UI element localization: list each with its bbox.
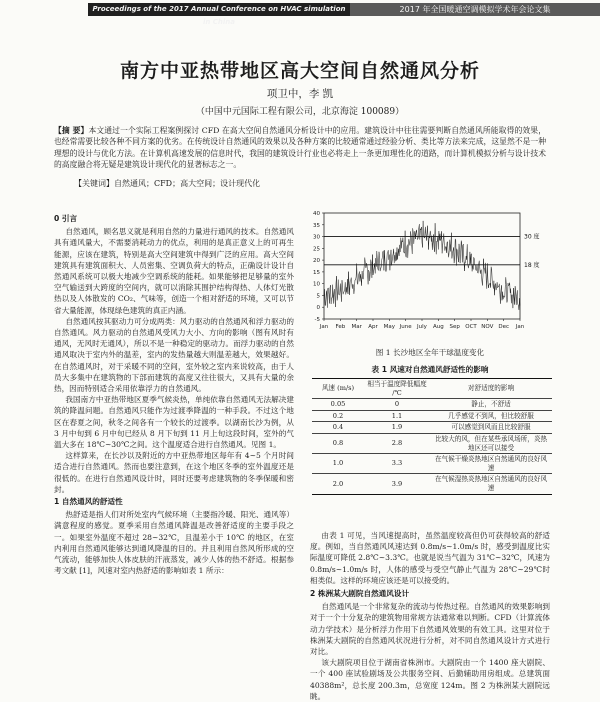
x-tick-label: Apr — [368, 324, 378, 330]
table-cell: 0 — [364, 399, 430, 411]
paragraph: 自然通风是一个非常复杂的流动与传热过程。自然通风的效果影响到对于一个十分复杂的建筑物用常规方法通常难以判断。CFD（计算流体动力学技术）是分析浮力作用下自然通风效果的有效工具。这里对位于株洲某大剧院的自然通风状况进行分析，对不同自然通风设计方式进行对比。 — [310, 601, 550, 657]
left-column — [54, 212, 294, 577]
table-header: 相当于温度降低幅度 /℃ — [364, 379, 430, 399]
figure-1-caption: 图 1 长沙地区全年干球温度变化 — [310, 347, 550, 358]
y-axis — [313, 211, 520, 323]
paragraph: 我国南方中亚热带地区夏季气候炎热，单纯依靠自然通风无法解决建筑的降温问题。自然通风只能作为过渡季降温的一种手段。不过这个地区在春夏之间，秋冬之间各有一个较长的过渡季。以湖南长沙为例，从 3 月中旬到 6 月中旬已经从 8 月下旬到 11 月上旬这段时间，室外的气温大多在 18℃~30℃之间。这个温度适合进行自然通风。见图 1。 — [54, 394, 294, 450]
reference-line-label: 30 度 — [524, 233, 540, 241]
section-heading-intro: 0 引言 — [54, 213, 294, 224]
table-cell: 0.05 — [312, 399, 364, 411]
x-tick-label: Sep — [449, 324, 460, 330]
abstract-text: 本文通过一个实际工程案例探讨 CFD 在高大空间自然通风分析设计中的应用。建筑设计中往往需要判断自然通风所能取得的效果，也经常需要比较各种不同方案的优劣。在传统设计自然通风的效果以及各种方案的比较通常通过经验分析、类比等方法来完成，这显然不是一种理想的设计与优化方法。在计算机高速发展的信息时代，我国的建筑设计行业也必将走上一条更加理性化的道路，而计算机模拟分析与设计技术的高度融合将无疑是建筑设计现代化的显著标志之一。 — [54, 126, 546, 169]
x-tick-label: Feb — [335, 324, 345, 330]
x-axis — [319, 319, 525, 330]
paragraph: 自然通风按其驱动力可分成两类：风力驱动的自然通风和浮力驱动的自然通风。风力驱动的自然通风受风力大小、方向的影响（图有风时有通风，无风时无通风），所以不是一种稳定的驱动力。而浮力驱动的自然通风取决于室内外的温差，室内的发热量越大则温差越大，效果越好。在自然通风时，对于采暖不同的空间，室外较之室内来说较高，由于人员大多集中在建筑物的下部而建筑的高度又往往很大，又具有大量的余热，因而特别适合采用依靠浮力的自然通风。 — [54, 316, 294, 394]
table-cell: 在气候干燥炎热地区自然通风的良好风速 — [430, 454, 552, 474]
header-conference-en: Proceedings of the 2017 Annual Conference on HVAC simulation in China — [88, 3, 350, 16]
table-cell: 2.8 — [364, 433, 430, 453]
table-cell: 0.8 — [312, 433, 364, 453]
y-tick-label: 0 — [317, 305, 321, 311]
y-tick-label: 10 — [313, 282, 320, 288]
x-tick-label: Aug — [433, 324, 444, 330]
paragraph: 由表 1 可见，当风速提高时，虽然温度较高但仍可获得较高的舒适度。例如，当自然通风风速达到 0.8m/s~1.0m/s 时，感受到温度比实际温度可降低 2.8℃~3.3℃。也就是说当气温为 31℃~32℃，风速为 0.8m/s~1.0m/s 时，人体的感受与受空气静止气温为 28℃~29℃时相类似。这样的环境应该还是可以接受的。 — [310, 530, 550, 586]
table-header: 风速 (m/s) — [312, 379, 364, 399]
y-tick-label: 40 — [313, 211, 320, 217]
y-tick-label: 15 — [313, 270, 320, 276]
table-cell: 可以感觉到风而且比较舒服 — [430, 422, 552, 434]
paragraph: 热舒适是指人们对所处室内气候环境（主要指冷暖、阳光、通风等）满意程度的感觉。夏季采用自然通风降温是改善舒适度的主要手段之一。如果室外温度不超过 28~32℃，且温差小于 10℃ 的地区，在室内利用自然通风能够达到通风降温的目的。并且利用自然风所形成的空气流动，能够加快人体皮肤的汗液蒸发，减少人体的热不舒适。根据参考文献 [1]，风速对室内热舒适的影响如表 1 所示： — [54, 509, 294, 576]
y-tick-label: 25 — [313, 246, 320, 252]
x-tick-label: July — [416, 324, 428, 330]
table-header-row — [312, 379, 552, 399]
table-cell: 比较大的风，但在某些承风场所，炎热地区还可以接受 — [430, 433, 552, 453]
y-tick-label: 35 — [313, 223, 320, 229]
keywords-text: 自然通风；CFD；高大空间；设计现代化 — [114, 179, 260, 188]
table-1-caption: 表 1 风速对自然通风舒适性的影响 — [310, 364, 550, 375]
abstract-label: 【摘 要】 — [54, 126, 88, 135]
temperature-chart — [298, 207, 552, 341]
keywords — [74, 178, 260, 189]
y-tick-label: -5 — [315, 317, 321, 323]
table-cell: 1.9 — [364, 422, 430, 434]
right-column — [310, 530, 550, 702]
table-row — [312, 422, 552, 434]
y-tick-label: 20 — [313, 258, 320, 264]
table-cell: 3.9 — [364, 474, 430, 494]
reference-line-label: 18 度 — [524, 261, 540, 269]
table-cell: 3.3 — [364, 454, 430, 474]
series-dry-bulb — [324, 221, 520, 310]
x-tick-label: Mar — [351, 324, 362, 330]
y-tick-label: 5 — [317, 293, 321, 299]
x-tick-label: OCT — [465, 324, 477, 330]
x-tick-label: June — [399, 324, 413, 330]
table-cell: 在气候湿热炎热地区自然通风的良好风速 — [430, 474, 552, 494]
running-header — [0, 0, 600, 22]
section-heading-theatre: 2 株洲某大剧院自然通风设计 — [310, 588, 550, 599]
paper-authors: 项卫中，李 凯 — [0, 86, 600, 101]
table-row — [312, 474, 552, 494]
table-cell: 2.0 — [312, 474, 364, 494]
keywords-label: 【关键词】 — [74, 179, 114, 188]
table-header: 对舒适度的影响 — [430, 379, 552, 399]
table-cell: 0.2 — [312, 410, 364, 422]
table-cell: 几乎感觉不到风，但比较舒服 — [430, 410, 552, 422]
x-tick-label: Dec — [498, 324, 509, 330]
paragraph: 这样算来，在长沙以及附近的方中亚热带地区每年有 4~5 个月时间适合进行自然通风。然而也要注意到，在这个地区冬季的室外温度还是很低的。在进行自然通风设计时，同时还要考虑建筑物的冬季保暖和密封。 — [54, 450, 294, 495]
paragraph: 自然通风，顾名思义就是利用自然的力量进行通风的技术。自然通风具有通风量大，不需要消耗动力的优点，利用的是真正意义上的可再生能源，应该在建筑，特别是高大空间建筑中得到广泛的应用。高大空间建筑具有建筑面积大、人员密集、空调负荷大的特点，正确设计设计自然通风系统可以极大地减少空调系统的能耗。如果能够把足够量的室外空气输送到大跨度的空间内，就可以消除其围护结构得热、人体灯光散热以及人体散发的 CO₂、气味等，创造一个相对舒适的环境，又可以节省大量能源，体现绿色建筑的真正内涵。 — [54, 226, 294, 316]
table-cell: 静止，不舒适 — [430, 399, 552, 411]
x-tick-label: Jan — [515, 324, 525, 330]
plot-frame — [324, 213, 520, 319]
section-heading-comfort: 1 自然通风的舒适性 — [54, 496, 294, 507]
table-cell: 1.1 — [364, 410, 430, 422]
header-conference-cn: 2017 年全国暖通空调模拟学术年会论文集 — [350, 3, 600, 16]
table-row — [312, 433, 552, 453]
table-row — [312, 399, 552, 411]
table-cell: 0.4 — [312, 422, 364, 434]
paper-affiliation: （中国中元国际工程有限公司，北京海淀 100089） — [0, 104, 600, 117]
x-tick-label: NOV — [481, 324, 493, 330]
table-row — [312, 410, 552, 422]
x-tick-label: May — [384, 324, 396, 330]
y-tick-label: 30 — [313, 235, 320, 241]
abstract — [54, 125, 546, 171]
table-cell: 1.0 — [312, 454, 364, 474]
table-row — [312, 454, 552, 474]
temperature-trace — [324, 221, 520, 310]
x-tick-label: Jan — [319, 324, 329, 330]
wind-comfort-table — [312, 378, 552, 495]
paper-title: 南方中亚热带地区高大空间自然通风分析 — [0, 56, 600, 83]
paragraph: 该大剧院项目位于湖南省株洲市。大剧院由一个 1400 座大剧院、一个 400 座试验剧场及公共服务空间、后勤辅助用房组成。总建筑面 40388m²，总长度 200.3m，总宽度 124m。图 2 为株洲某大剧院远眺。 — [310, 657, 550, 702]
